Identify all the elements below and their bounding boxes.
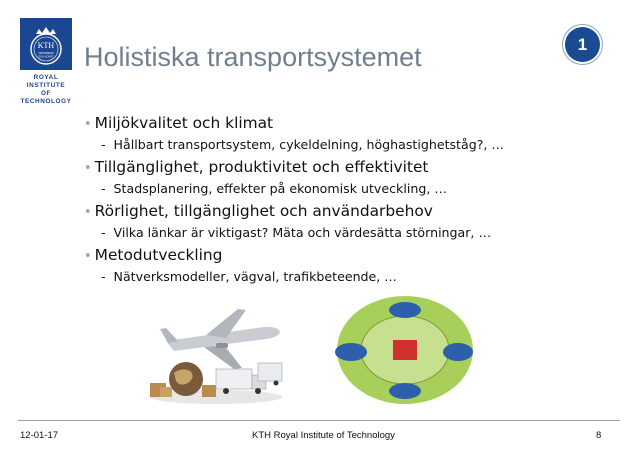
sub-bullet-text: Hållbart transportsystem, cykeldelning, höghastighetståg?, … [113, 137, 504, 152]
circular-diagram-icon [334, 294, 476, 406]
bullet-item [84, 156, 614, 178]
slide-title: Holistiska transportsystemet [84, 42, 422, 72]
bullet-text: Metodutveckling [94, 246, 223, 264]
dash-icon: - [101, 181, 106, 196]
bullet-text: Tillgänglighet, produktivitet och effektivitet [94, 158, 429, 176]
sub-bullet-item [84, 178, 614, 199]
logo-motto-line2: OCH KONST [38, 55, 54, 59]
bullet-text: Miljökvalitet och klimat [94, 114, 274, 132]
sub-bullet-text: Stadsplanering, effekter på ekonomisk utveckling, … [113, 181, 447, 196]
sub-bullet-text: Vilka länkar är viktigast? Mäta och värdesätta störningar, … [113, 225, 492, 240]
transport-system-diagram-image [334, 294, 476, 406]
footer-page-number: 8 [596, 430, 602, 441]
bullet-dot-icon: • [84, 249, 92, 264]
footer-organization: KTH Royal Institute of Technology [252, 430, 395, 441]
bullet-dot-icon: • [84, 161, 92, 176]
footer-date: 12-01-17 [20, 430, 59, 441]
logo-emblem-text: KTH [37, 41, 55, 50]
bullet-list [84, 112, 614, 288]
dash-icon: - [101, 137, 106, 152]
logo-institution-text [16, 74, 76, 106]
footer-divider [18, 420, 620, 421]
dash-icon: - [101, 269, 106, 284]
bullet-item [84, 112, 614, 134]
logistics-image [146, 297, 288, 407]
slide-number-badge: 1 [565, 27, 600, 62]
logo-institution-line1: ROYAL INSTITUTE [26, 74, 66, 89]
bullet-text: Rörlighet, tillgänglighet och användarbehov [94, 202, 433, 220]
logo-institution-line2: OF TECHNOLOGY [20, 90, 72, 105]
bullet-item [84, 200, 614, 222]
sub-bullet-item [84, 222, 614, 243]
sub-bullet-item [84, 266, 614, 287]
bullet-dot-icon: • [84, 117, 92, 132]
airplane-truck-globe-icon [146, 297, 288, 407]
kth-logo [20, 18, 72, 70]
logo-motto-line1: VETENSKAP [38, 52, 54, 55]
kth-emblem-icon [20, 18, 72, 70]
bullet-dot-icon: • [84, 205, 92, 220]
sub-bullet-item [84, 134, 614, 155]
sub-bullet-text: Nätverksmodeller, vägval, trafikbeteende, … [113, 269, 397, 284]
dash-icon: - [101, 225, 106, 240]
bullet-item [84, 244, 614, 266]
